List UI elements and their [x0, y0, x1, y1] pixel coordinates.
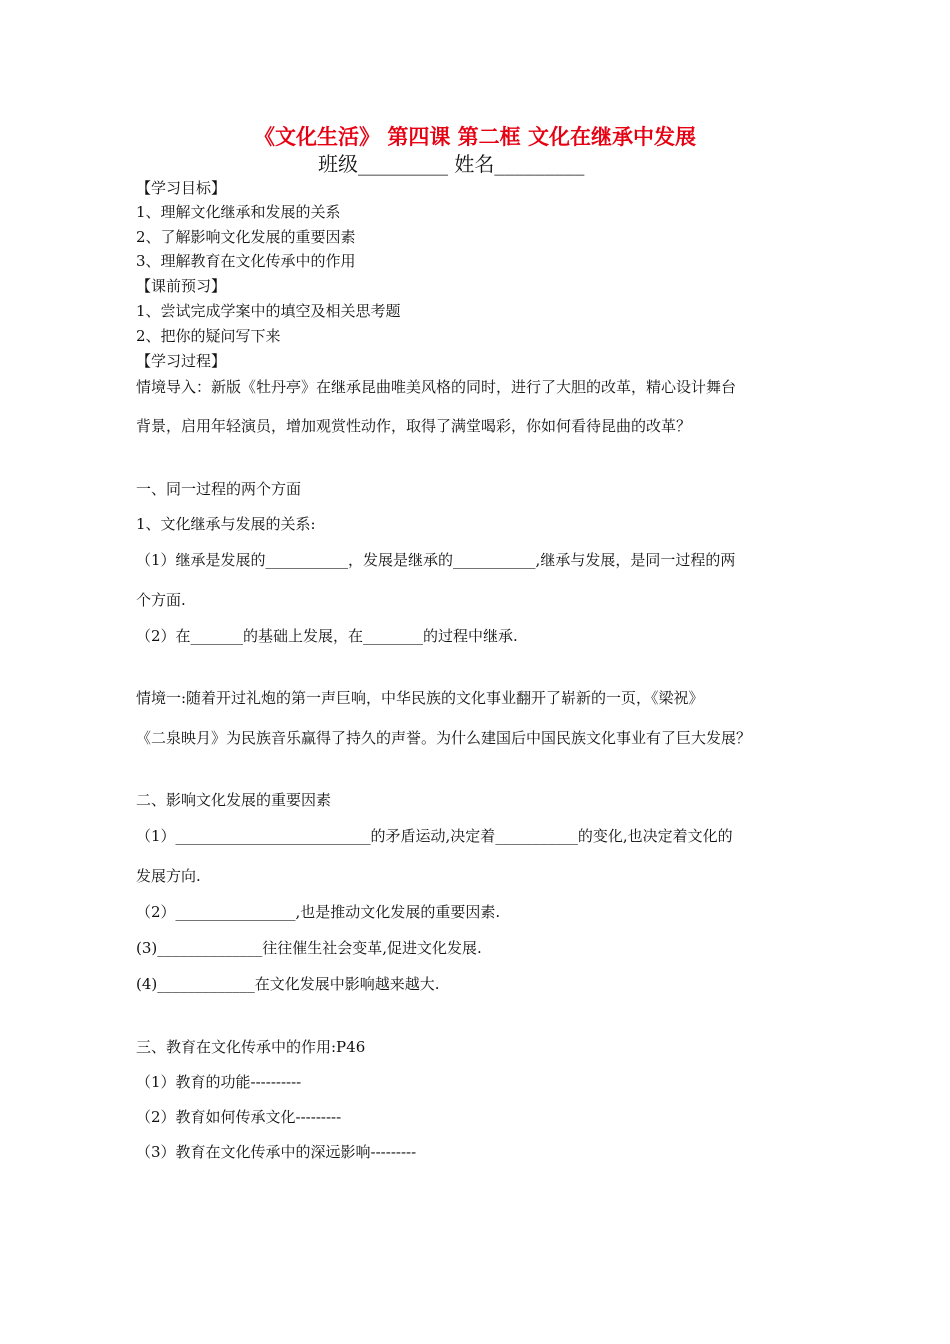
fill-blank-line: (4)_____________在文化发展中影响越来越大.	[136, 975, 440, 993]
intro-scenario-line: 背景，启用年轻演员，增加观赏性动作，取得了满堂喝彩，你如何看待昆曲的改革？	[136, 417, 692, 435]
preview-item: 2、把你的疑问写下来	[136, 327, 281, 345]
section3-item: （1）教育的功能----------	[136, 1073, 302, 1091]
objective-item: 1、理解文化继承和发展的关系	[136, 203, 341, 221]
process-heading: 【学习过程】	[136, 352, 227, 370]
fill-blank-line: （2）________________,也是推动文化发展的重要因素.	[136, 903, 501, 921]
class-name-line: 班级_________ 姓名_________	[318, 152, 585, 176]
section2-heading: 二、影响文化发展的重要因素	[136, 791, 332, 809]
document-title: 《文化生活》 第四课 第二框 文化在继承中发展	[254, 125, 696, 149]
section3-item: （3）教育在文化传承中的深远影响---------	[136, 1143, 417, 1161]
section1-heading: 一、同一过程的两个方面	[136, 480, 302, 498]
scenario1-line: 《二泉映月》为民族音乐赢得了持久的声誉。为什么建国后中国民族文化事业有了巨大发展？	[136, 729, 752, 747]
fill-blank-line: （1）继承是发展的___________，发展是继承的___________,继承与发展，是同一过程的两	[136, 551, 736, 569]
fill-blank-line: （2）在_______的基础上发展，在________的过程中继承.	[136, 627, 518, 645]
section3-heading: 三、教育在文化传承中的作用:P46	[136, 1038, 366, 1056]
fill-blank-line: （1）__________________________的矛盾运动,决定着___________的变化,也决定着文化的	[136, 827, 733, 845]
scenario1-line: 情境一:随着开过礼炮的第一声巨响，中华民族的文化事业翻开了崭新的一页，《梁祝》	[136, 689, 704, 707]
intro-scenario-line: 情境导入：新版《牡丹亭》在继承昆曲唯美风格的同时，进行了大胆的改革，精心设计舞台	[136, 378, 737, 396]
preview-heading: 【课前预习】	[136, 277, 227, 295]
objective-item: 3、理解教育在文化传承中的作用	[136, 252, 356, 270]
objective-item: 2、了解影响文化发展的重要因素	[136, 228, 356, 246]
section3-item: （2）教育如何传承文化---------	[136, 1108, 342, 1126]
objectives-heading: 【学习目标】	[136, 179, 227, 197]
fill-blank-line: (3)______________往往催生社会变革,促进文化发展.	[136, 939, 482, 957]
section1-subheading: 1、文化继承与发展的关系:	[136, 515, 316, 533]
fill-blank-line: 个方面.	[136, 591, 186, 609]
fill-blank-line: 发展方向.	[136, 867, 201, 885]
preview-item: 1、尝试完成学案中的填空及相关思考题	[136, 302, 401, 320]
